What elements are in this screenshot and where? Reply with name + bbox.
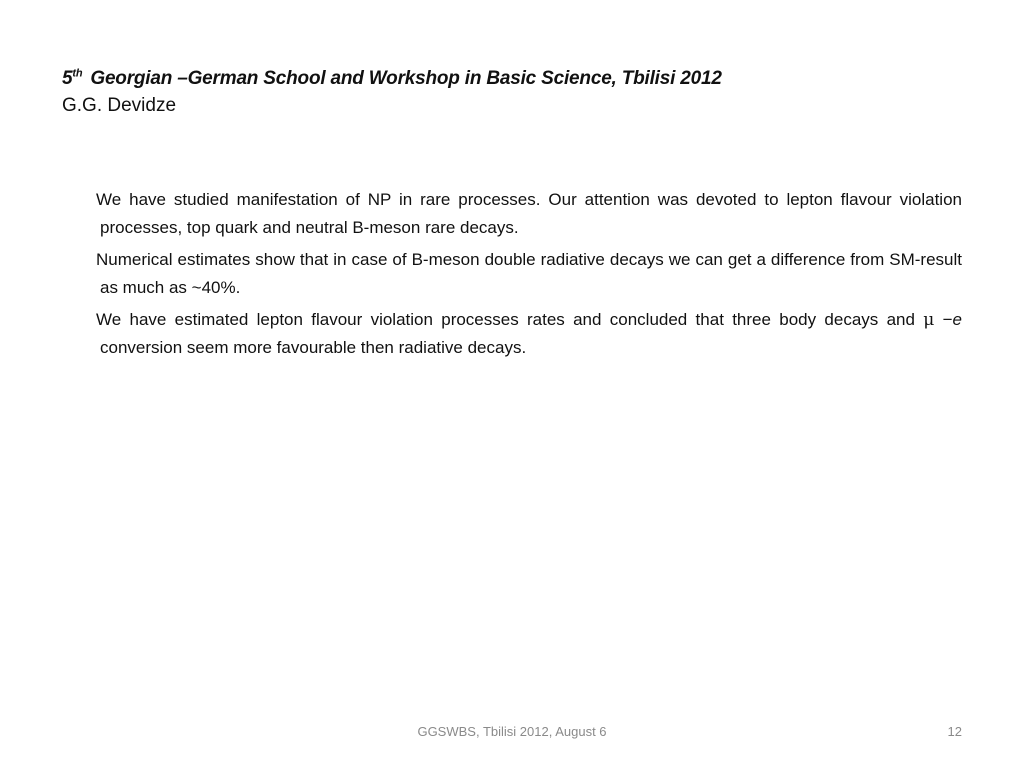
paragraph-np-rare-processes: We have studied manifestation of NP in rare processes. Our attention was devoted to lepton flavour violation processes, top quark and neutral B-meson rare decays. [96, 190, 962, 237]
footer-caption: GGSWBS, Tbilisi 2012, August 6 [417, 724, 607, 739]
electron-symbol: e [952, 310, 962, 329]
slide-body [96, 186, 962, 366]
paragraph-3-text-end: conversion seem more favourable then radiative decays. [100, 338, 527, 357]
title-text: Georgian –German School and Workshop in Basic Science, Tbilisi 2012 [90, 68, 722, 89]
paragraph-3-text-start: We have estimated lepton flavour violation processes rates and concluded that three body decays and [96, 310, 924, 329]
title-number: 5 [62, 68, 73, 89]
paragraph-numerical-estimates: Numerical estimates show that in case of B-meson double radiative decays we can get a difference from SM-result as much as ~40%. [96, 250, 962, 297]
slide-header [62, 64, 962, 118]
mu-symbol: μ [923, 310, 935, 330]
slide-title [62, 64, 962, 94]
title-superscript: th [72, 67, 83, 80]
minus-sign: − [934, 310, 953, 329]
author-name: G.G. Devidze [62, 95, 177, 116]
paragraph-lepton-flavour-violation [96, 306, 962, 362]
page-number: 12 [947, 724, 962, 739]
